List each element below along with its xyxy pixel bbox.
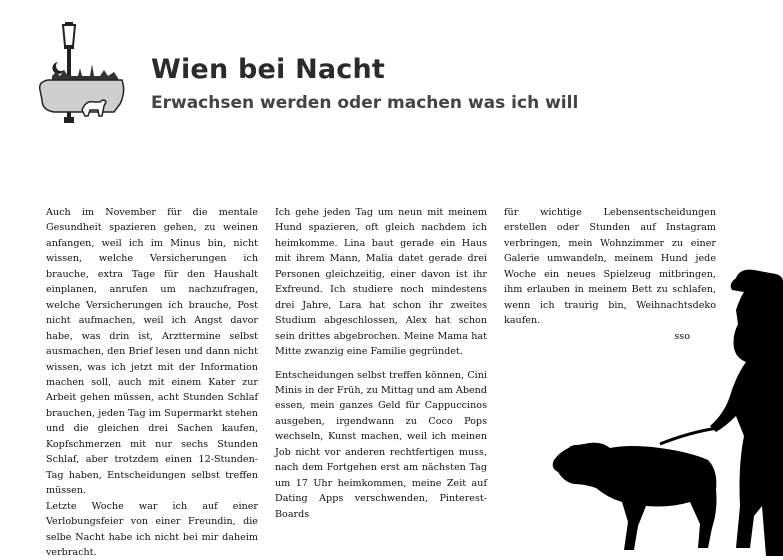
text-column-1 <box>46 205 258 560</box>
paragraph: Entscheidungen selbst treffen können, Cini Minis in der Früh, zu Mittag und am Abend essen, mein ganzes Geld für Cappuccinos ausgeben, irgendwann zu Coco Pops wechseln, Kunst machen, weil ich meinen Job nicht vor anderen rechtfertigen muss, nach dem Fortgehen erst am nächsten Tag um 17 Uhr heimkommen, meine Zeit auf Dating Apps verschwenden, Pinterest-Boards <box>275 369 487 520</box>
page-title: Wien bei Nacht <box>151 54 386 85</box>
paragraph: Letzte Woche war ich auf einer Verlobungsfeier von einer Freundin, die selbe Nacht habe ich nicht bei mir daheim verbracht. <box>46 500 258 558</box>
person-walking-dog-silhouette <box>540 266 783 556</box>
paragraph: Ich gehe jeden Tag um neun mit meinem Hund spazieren, oft gleich nachdem ich heimkomme. Lina baut gerade ein Haus mit ihrem Mann, Malia datet gerade drei Personen gleichzeitig, einer davon ist ihr Exfreund. Ich studiere noch mindestens drei Jahre, Lara hat schon ihr zweites Studium abgeschlossen, Alex hat schon sein drittes abgebrochen. Meine Mama hat Mitte zwanzig eine Familie gegründet. <box>275 207 487 358</box>
text-column-2 <box>275 205 487 522</box>
vienna-night-logo <box>34 20 129 128</box>
paragraph: für wichtige Lebensentscheidungen erstellen oder Stunden auf Instagram verbringen, mein Wohnzimmer zu einer Galerie umwandeln, meinem Hund jede Woche ein neues Spielzeug mitbringen, ihm erlauben in meinem Bett zu schlafen, wenn ich traurig bin, Weihnachtsdeko kaufen. <box>504 207 716 327</box>
page-subtitle: Erwachsen werden oder machen was ich will <box>151 93 579 113</box>
paragraph: Auch im November für die mentale Gesundheit spazieren gehen, zu weinen anfangen, weil ich im Minus bin, nicht wissen, welche Versicherungen ich brauche, extra Tage für den Haushalt einplanen, anrufen um nachzufragen, welche Versicherungen ich brauche, Post nicht aufmachen, weil ich Angst davor habe, was drin ist, Arzttermine selbst ausmachen, den Brief lesen und dann nicht wissen, was ich jetzt mit der Information machen soll, auch mit einem Kater zur Arbeit gehen müssen, acht Stunden Schlaf brauchen, jeden Tag im Supermarkt stehen und die gleichen drei Sachen kaufen, Kopfschmerzen mit nur sechs Stunden Schlaf, aber trotzdem einen 12-Stunden-Tag haben, Entscheidungen selbst treffen müssen. <box>46 207 258 497</box>
author-signature: sso <box>674 330 690 342</box>
